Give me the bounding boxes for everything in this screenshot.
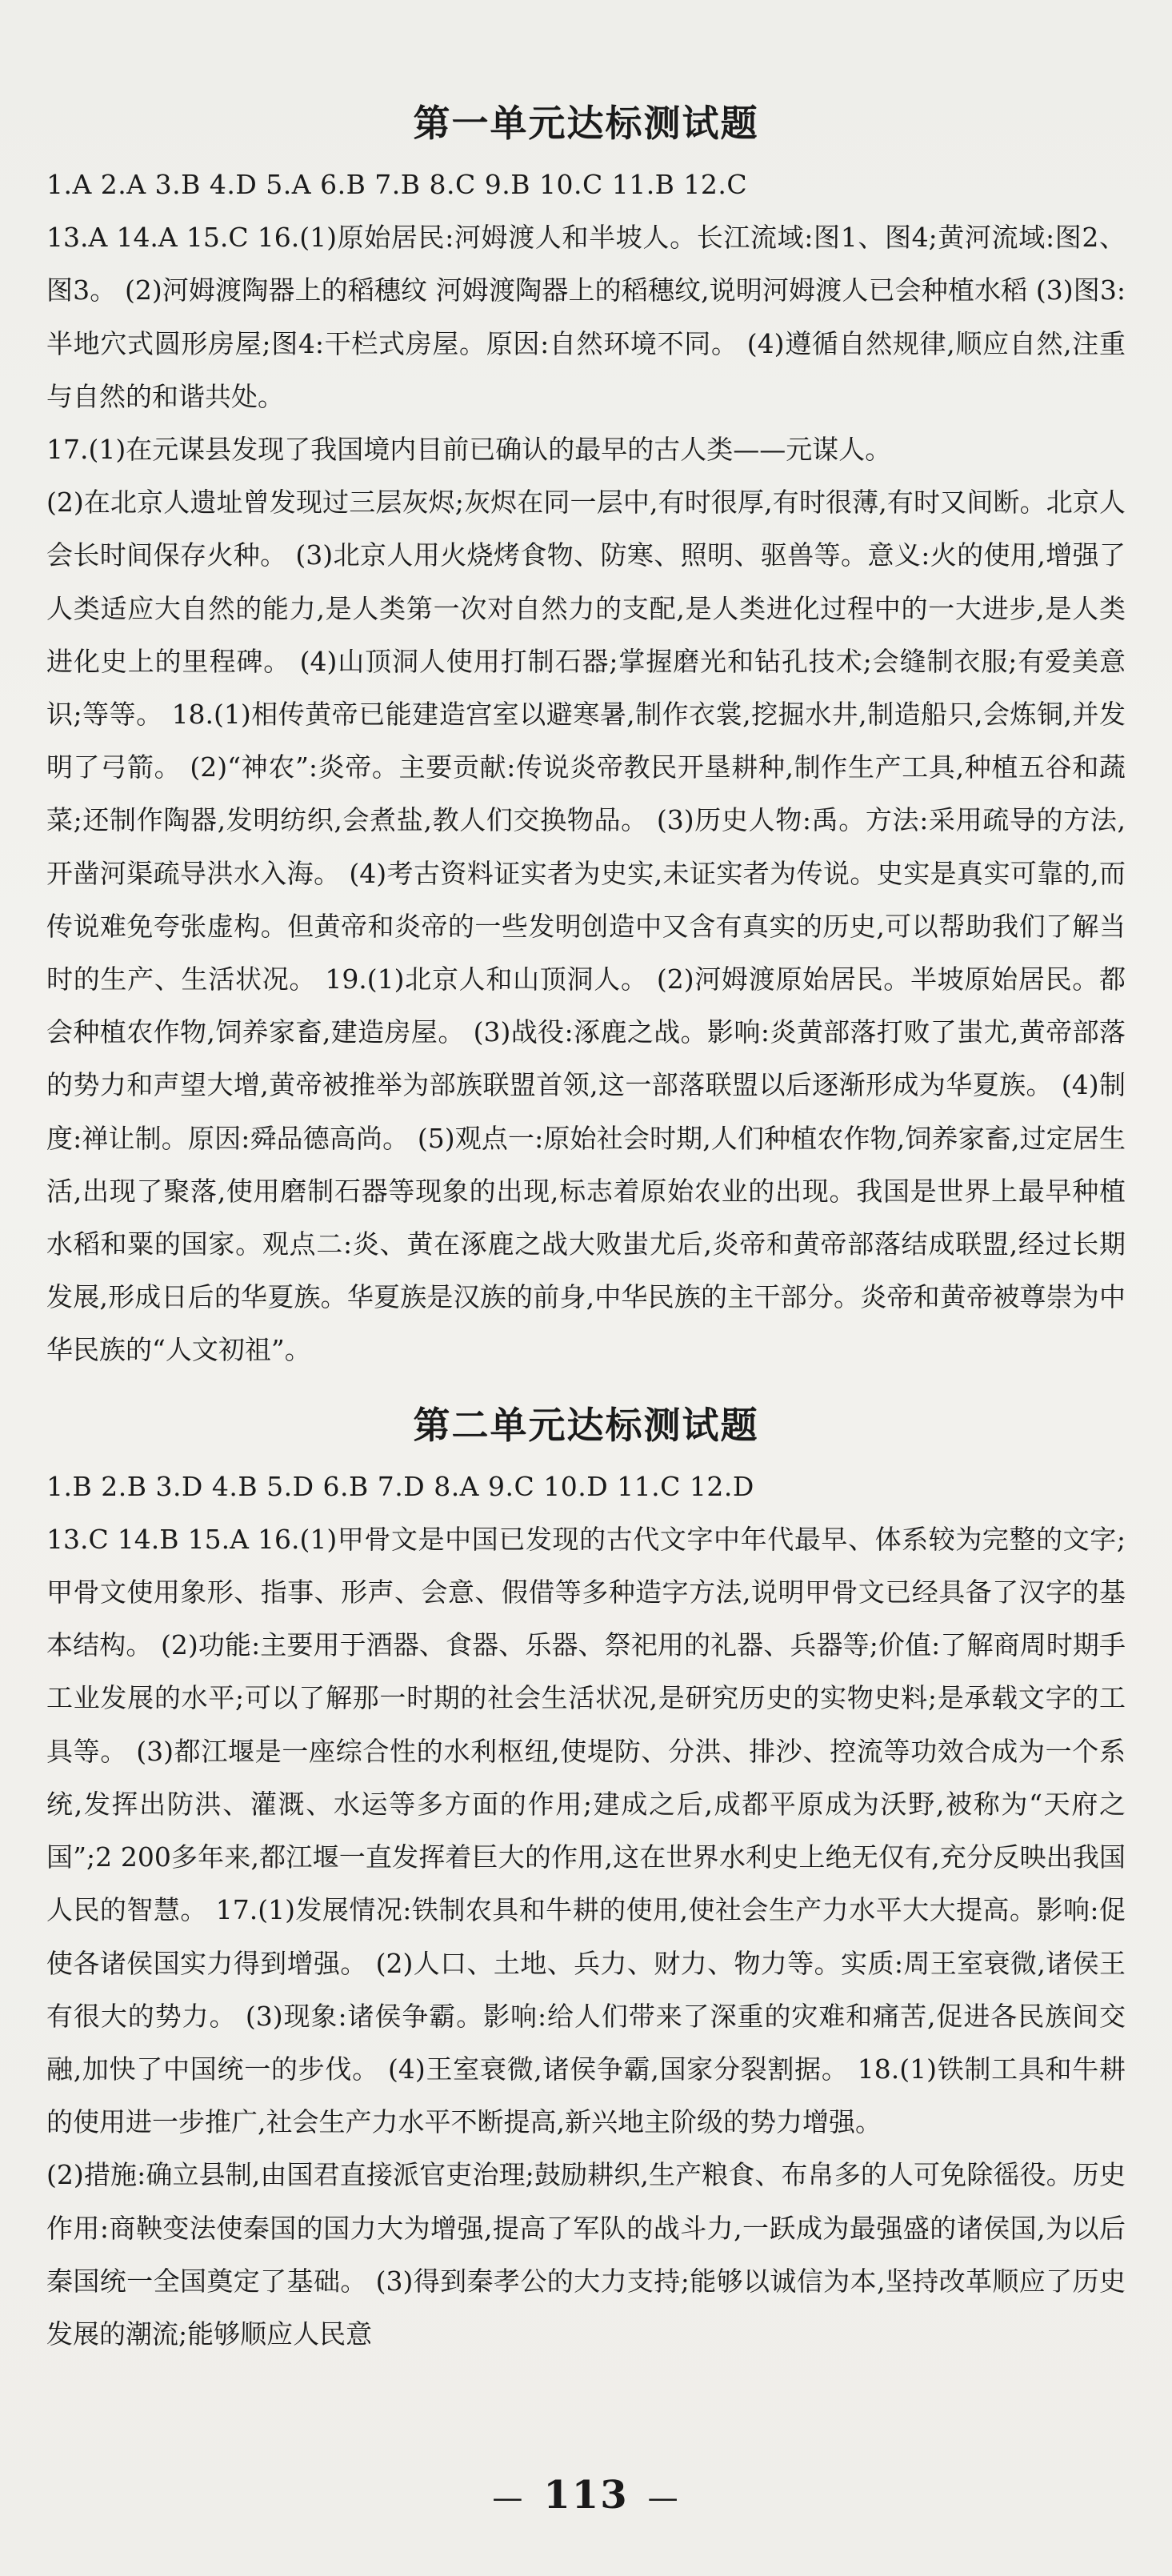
unit2-answers-body-b: (2)措施:确立县制,由国君直接派官吏治理;鼓励耕织,生产粮食、布帛多的人可免除徭役。历史作用:商鞅变法使秦国的国力大为增强,提高了军队的战斗力,一跃成为最强盛的诸侯国,为以后秦国统一全国奠定了基础。 (3)得到秦孝公的大力支持;能够以诚信为本,坚持改革顺应了历史发展的潮流;能够顺应人民意 — [46, 2159, 1126, 2350]
page-content — [46, 80, 1126, 2361]
footer-dash-left: — — [492, 2480, 525, 2515]
page-number: 113 — [543, 2473, 629, 2518]
unit2-title: 第二单元达标测试题 — [413, 1403, 759, 1447]
unit2-answers-row1: 1.B 2.B 3.D 4.B 5.D 6.B 7.D 8.A 9.C 10.D 11.C 12.D — [46, 1470, 754, 1502]
footer-dash-right: — — [647, 2480, 680, 2515]
unit1-answers-body-b: 17.(1)在元谋县发现了我国境内目前已确认的最早的古人类——元谋人。 — [46, 434, 892, 466]
unit1-answers-body-a: 13.A 14.A 15.C 16.(1)原始居民:河姆渡人和半坡人。长江流域:图1、图4;黄河流域:图2、图3。 (2)河姆渡陶器上的稻穗纹 河姆渡陶器上的稻穗纹,说明河姆渡人已会种植水稻 (3)图3:半地穴式圆形房屋;图4:干栏式房屋。原因:自然环境不同。 (4)遵循自然规律,顺应自然,注重与自然的和谐共处。 — [46, 222, 1126, 412]
unit1-answers-body-c: (2)在北京人遗址曾发现过三层灰烬;灰烬在同一层中,有时很厚,有时很薄,有时又间断。北京人会长时间保存火种。 (3)北京人用火烧烤食物、防寒、照明、驱兽等。意义:火的使用,增强了人类适应大自然的能力,是人类第一次对自然力的支配,是人类进化过程中的一大进步,是人类进化史上的里程碑。 (4)山顶洞人使用打制石器;掌握磨光和钻孔技术;会缝制衣服;有爱美意识;等等。 18.(1)相传黄帝已能建造宫室以避寒暑,制作衣裳,挖掘水井,制造船只,会炼铜,并发明了弓箭。 (2)“神农”:炎帝。主要贡献:传说炎帝教民开垦耕种,制作生产工具,种植五谷和蔬菜;还制作陶器,发明纺织,会煮盐,教人们交换物品。 (3)历史人物:禹。方法:采用疏导的方法,开凿河渠疏导洪水入海。 (4)考古资料证实者为史实,未证实者为传说。史实是真实可靠的,而传说难免夸张虚构。但黄帝和炎帝的一些发明创造中又含有真实的历史,可以帮助我们了解当时的生产、生活状况。 19.(1)北京人和山顶洞人。 (2)河姆渡原始居民。半坡原始居民。都会种植农作物,饲养家畜,建造房屋。 (3)战役:涿鹿之战。影响:炎黄部落打败了蚩尤,黄帝部落的势力和声望大增,黄帝被推举为部族联盟首领,这一部落联盟以后逐渐形成为华夏族。 (4)制度:禅让制。原因:舜品德高尚。 (5)观点一:原始社会时期,人们种植农作物,饲养家畜,过定居生活,出现了聚落,使用磨制石器等现象的出现,标志着原始农业的出现。我国是世界上最早种植水稻和粟的国家。观点二:炎、黄在涿鹿之战大败蚩尤后,炎帝和黄帝部落结成联盟,经过长期发展,形成日后的华夏族。华夏族是汉族的前身,中华民族的主干部分。炎帝和黄帝被尊崇为中华民族的“人文初祖”。 — [46, 487, 1126, 1366]
unit1-answers-row1: 1.A 2.A 3.B 4.D 5.A 6.B 7.B 8.C 9.B 10.C 11.B 12.C — [46, 169, 748, 200]
unit1-title: 第一单元达标测试题 — [413, 102, 759, 145]
unit2-answers-body-a: 13.C 14.B 15.A 16.(1)甲骨文是中国已发现的古代文字中年代最早、体系较为完整的文字;甲骨文使用象形、指事、形声、会意、假借等多种造字方法,说明甲骨文已经具备了汉字的基本结构。 (2)功能:主要用于酒器、食器、乐器、祭祀用的礼器、兵器等;价值:了解商周时期手工业发展的水平;可以了解那一时期的社会生活状况,是研究历史的实物史料;是承载文字的工具等。 (3)都江堰是一座综合性的水利枢纽,使堤防、分洪、排沙、控流等功效合成为一个系统,发挥出防洪、灌溉、水运等多方面的作用;建成之后,成都平原成为沃野,被称为“天府之国”;2 200多年来,都江堰一直发挥着巨大的作用,这在世界水利史上绝无仅有,充分反映出我国人民的智慧。 17.(1)发展情况:铁制农具和牛耕的使用,使社会生产力水平大大提高。影响:促使各诸侯国实力得到增强。 (2)人口、土地、兵力、财力、物力等。实质:周王室衰微,诸侯王有很大的势力。 (3)现象:诸侯争霸。影响:给人们带来了深重的灾难和痛苦,促进各民族间交融,加快了中国统一的步伐。 (4)王室衰微,诸侯争霸,国家分裂割据。 18.(1)铁制工具和牛耕的使用进一步推广,社会生产力水平不断提高,新兴地主阶级的势力增强。 — [46, 1523, 1126, 2138]
page-footer — [0, 2473, 1172, 2518]
